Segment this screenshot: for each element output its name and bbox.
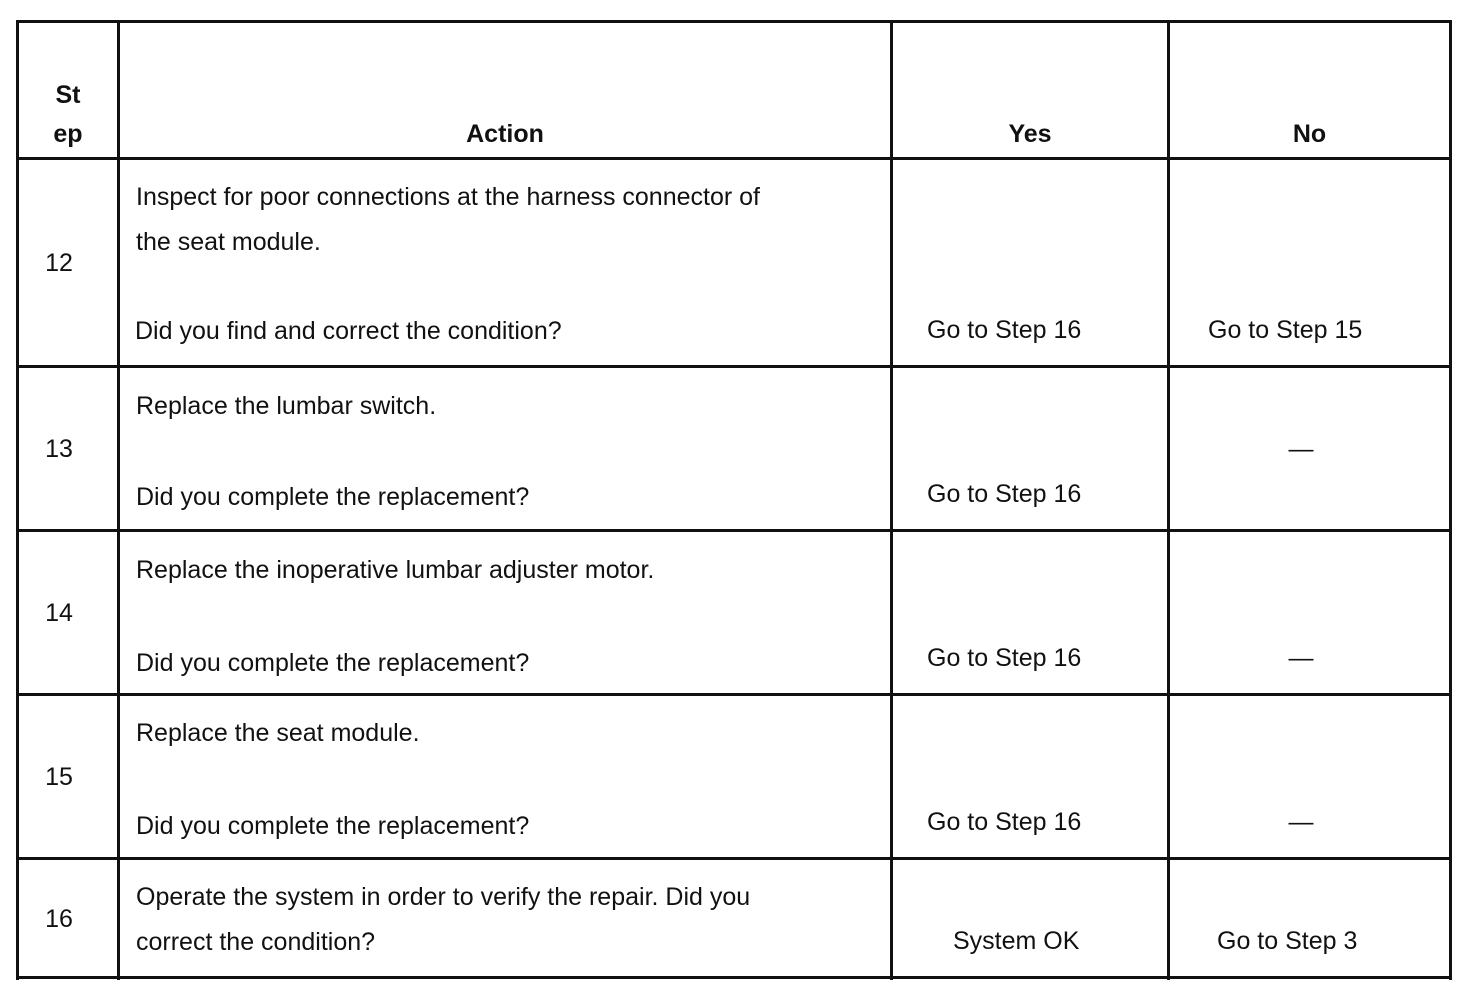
diagnostic-table [16,20,1452,980]
step-number: 14 [45,599,73,627]
table-border-right [1449,20,1452,980]
step-number: 15 [45,763,73,791]
action-question: Did you complete the replacement? [136,483,530,511]
yes-result: Go to Step 16 [927,316,1082,344]
header-yes: Yes [1008,120,1052,148]
column-divider [890,20,893,980]
action-question: Did you complete the replacement? [136,812,530,840]
yes-result: Go to Step 16 [927,644,1082,672]
table-border-bottom [16,976,1452,979]
step-number: 13 [45,435,73,463]
table-border-left [16,20,19,980]
action-text: correct the condition? [136,928,376,956]
step-number: 12 [45,249,73,277]
column-divider [117,20,120,980]
action-question: Did you find and correct the condition? [135,317,562,345]
action-text: Replace the lumbar switch. [136,392,437,420]
table-border-top [16,20,1452,23]
action-text: the seat module. [136,228,321,256]
action-text: Inspect for poor connections at the harness connector of [136,183,760,211]
action-question: Did you complete the replacement? [136,649,530,677]
yes-result: System OK [953,927,1080,955]
step-number: 16 [45,905,73,933]
no-result: Go to Step 3 [1217,927,1358,955]
row-divider [16,365,1452,368]
header-divider [16,157,1452,160]
row-divider [16,693,1452,696]
header-action: Action [466,120,544,148]
no-result: — [1288,808,1314,836]
no-result: Go to Step 15 [1208,316,1363,344]
yes-result: Go to Step 16 [927,480,1082,508]
action-text: Operate the system in order to verify the repair. Did you [136,883,751,911]
yes-result: Go to Step 16 [927,808,1082,836]
header-no: No [1292,120,1327,148]
header-step-line2: ep [53,120,83,148]
action-text: Replace the seat module. [136,719,420,747]
action-text: Replace the inoperative lumbar adjuster motor. [136,556,655,584]
row-divider [16,529,1452,532]
no-result: — [1288,644,1314,672]
header-step-line1: St [55,81,81,109]
no-result: — [1288,435,1314,463]
row-divider [16,857,1452,860]
